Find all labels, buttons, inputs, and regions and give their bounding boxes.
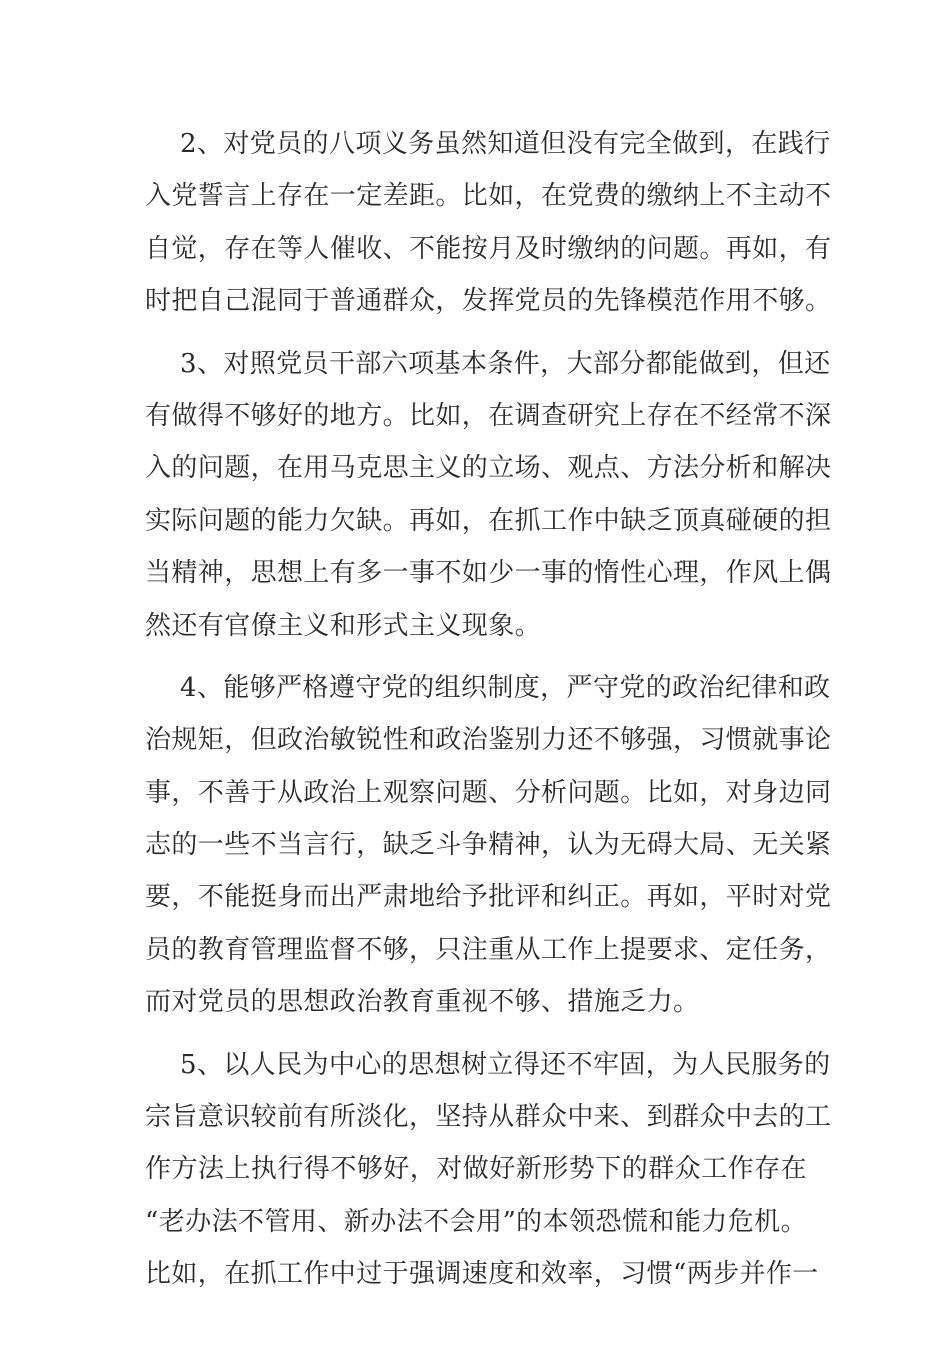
paragraph-line: 宗旨意识较前有所淡化，坚持从群众中来、到群众中去的工 [145,1102,832,1133]
paragraph-line: 2、对党员的八项义务虽然知道但没有完全做到，在践行 [180,129,831,159]
paragraph-line: 事，不善于从政治上观察问题、分析问题。比如，对身边同 [145,777,832,808]
paragraph-line: 实际问题的能力欠缺。再如，在抓工作中缺乏顶真碰硬的担 [145,505,832,536]
paragraph-line: 4、能够严格遵守党的组织制度，严守党的政治纪律和政 [180,672,831,703]
paragraph-line: 而对党员的思想政治教育重视不够、措施乏力。 [145,987,700,1018]
document-body [145,118,832,1301]
paragraph-line: 当精神，思想上有多一事不如少一事的惰性心理，作风上偶 [145,558,832,589]
paragraph-line: 比如，在抓工作中过于强调速度和效率，习惯“两步并作一 [145,1259,819,1290]
paragraph-gap [145,652,807,662]
paragraph-line: 然还有官僚主义和形式主义现象。 [145,610,542,641]
paragraph-line: 要，不能挺身而出严肃地给予批评和纠正。再如，平时对党 [145,882,832,913]
paragraph-line: 5、以人民为中心的思想树立得还不牢固，为人民服务的 [180,1049,831,1080]
paragraph-4 [145,662,832,1029]
paragraph-line: “老办法不管用、新办法不会用”的本领恐慌和能力危机。 [145,1206,807,1237]
paragraph-line: 入党誓言上存在一定差距。比如，在党费的缴纳上不主动不 [145,181,832,212]
paragraph-gap [145,328,807,338]
paragraph-line: 员的教育管理监督不够，只注重从工作上提要求、定任务， [145,934,832,965]
paragraph-3 [145,338,832,652]
paragraph-2 [145,118,832,328]
paragraph-line: 作方法上执行得不够好，对做好新形势下的群众工作存在 [145,1154,807,1185]
paragraph-line: 有做得不够好的地方。比如，在调查研究上存在不经常不深 [145,400,832,431]
paragraph-line: 时把自己混同于普通群众，发挥党员的先锋模范作用不够。 [145,286,832,317]
paragraph-line: 自觉，存在等人催收、不能按月及时缴纳的问题。再如，有 [145,233,832,264]
paragraph-line: 入的问题，在用马克思主义的立场、观点、方法分析和解决 [145,453,832,484]
paragraph-gap [145,1029,807,1039]
paragraph-line: 志的一些不当言行，缺乏斗争精神，认为无碍大局、无关紧 [145,830,832,861]
paragraph-line: 治规矩，但政治敏锐性和政治鉴别力还不够强，习惯就事论 [145,725,832,756]
paragraph-line: 3、对照党员干部六项基本条件，大部分都能做到，但还 [180,348,831,379]
paragraph-5 [145,1039,832,1301]
